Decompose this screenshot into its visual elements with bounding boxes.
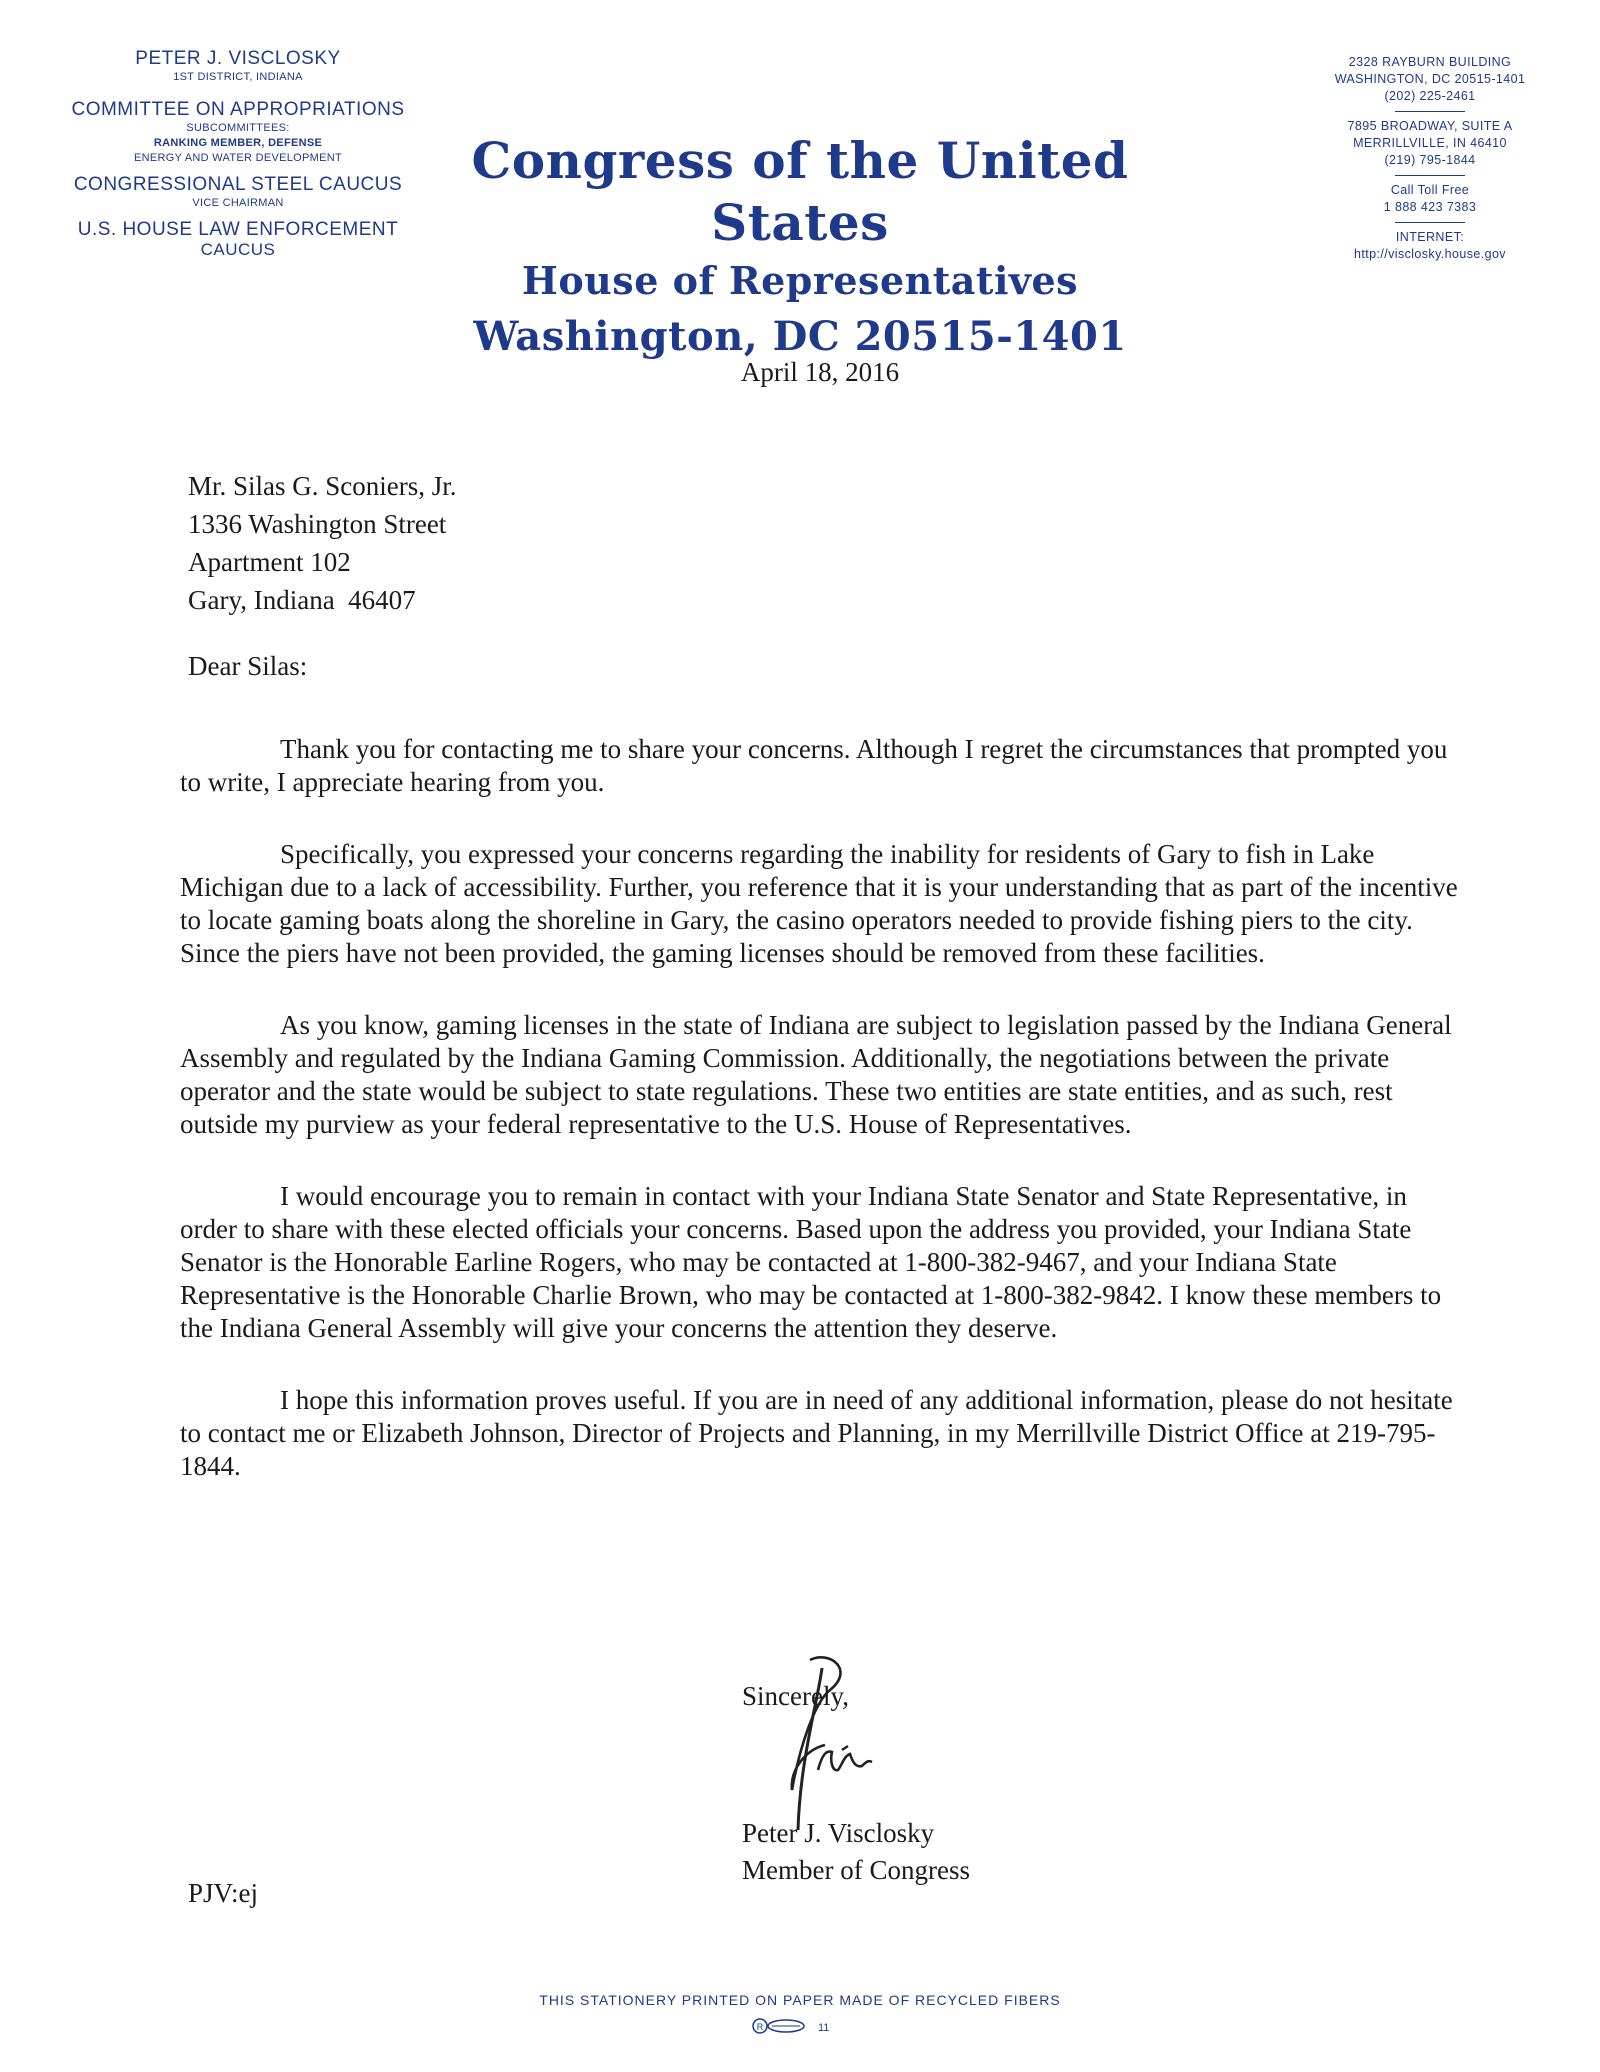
district-street: 7895 BROADWAY, SUITE A — [1347, 119, 1513, 133]
closing: Sincerely, — [742, 1681, 849, 1711]
steel-caucus: CONGRESSIONAL STEEL CAUCUS — [73, 174, 403, 195]
district-phone: (219) 795-1844 — [1384, 153, 1476, 167]
title-washington: Washington, DC 20515-1401 — [473, 313, 1127, 360]
district-city: MERRILLVILLE, IN 46410 — [1353, 136, 1507, 150]
divider — [1395, 111, 1465, 112]
recipient-line: 1336 Washington Street — [188, 509, 447, 539]
paragraph: I hope this information proves useful. If you are in need of any additional information, please do not hesitate to contact me or Elizabeth Johnson, Director of Projects and Planning, in my Merrillville District Office at 219-795-1844. — [180, 1385, 1453, 1481]
paragraph: I would encourage you to remain in contact with your Indiana State Senator and State Representative, in order to share with these elected officials your concerns. Based upon the address you provided, your Indiana State Senator is the Honorable Earline Rogers, who may be contacted at 1-800-382-9467, and your Indiana State Representative is the Honorable Charlie Brown, who may be contacted at 1-800-382-9842. I know these members to the Indiana General Assembly will give your concerns the attention they deserve. — [180, 1181, 1442, 1343]
recycled-paper-notice: THIS STATIONERY PRINTED ON PAPER MADE OF RECYCLED FIBERS — [539, 1992, 1061, 2008]
member-district: 1ST DISTRICT, INDIANA — [173, 71, 303, 83]
recipient-line: Gary, Indiana 46407 — [188, 585, 416, 615]
union-bug-icon — [752, 2016, 832, 2036]
dc-city: WASHINGTON, DC 20515-1401 — [1334, 72, 1526, 86]
dc-phone: (202) 225-2461 — [1384, 89, 1476, 103]
vice-chairman: VICE CHAIRMAN — [192, 197, 284, 209]
energy-subcommittee: ENERGY AND WATER DEVELOPMENT — [133, 152, 343, 164]
recipient-line: Mr. Silas G. Sconiers, Jr. — [188, 471, 457, 501]
divider — [1395, 222, 1465, 223]
paragraph: Specifically, you expressed your concerns regarding the inability for residents of Gary to fish in Lake Michigan due to a lack of accessibility. Further, you reference that it is your understanding that as part of the incentive to locate gaming boats along the shoreline in Gary, the casino operators needed to provide fishing piers to the city. Since the piers have not been provided, the gaming licenses should be removed from these facilities. — [180, 839, 1458, 968]
internet-url: http://visclosky.house.gov — [1354, 247, 1506, 261]
ranking-member: RANKING MEMBER, DEFENSE — [153, 137, 323, 149]
title-house: House of Representatives — [521, 258, 1079, 303]
letterhead-right — [1300, 54, 1560, 263]
dc-building: 2328 RAYBURN BUILDING — [1348, 55, 1512, 69]
recipient-line: Apartment 102 — [188, 547, 351, 577]
toll-free-label: Call Toll Free — [1390, 183, 1470, 197]
reference-initials: PJV:ej — [188, 1878, 259, 1908]
committee-name: COMMITTEE ON APPROPRIATIONS — [71, 99, 405, 120]
paragraph: Thank you for contacting me to share your concerns. Although I regret the circumstances that prompted you to write, I appreciate hearing from you. — [180, 734, 1448, 797]
closing-block — [742, 1678, 970, 1889]
toll-free-number: 1 888 423 7383 — [1383, 200, 1477, 214]
signer-title: Member of Congress — [742, 1855, 970, 1885]
title-congress: Congress of the United States — [471, 131, 1129, 252]
subcommittees-label: SUBCOMMITTEES: — [186, 122, 290, 134]
letter-date: April 18, 2016 — [740, 357, 900, 387]
letterhead-title — [400, 130, 1200, 366]
law-enforcement-caucus-1: U.S. HOUSE LAW ENFORCEMENT — [77, 219, 399, 240]
recipient-address — [188, 467, 457, 619]
salutation: Dear Silas: — [188, 651, 308, 681]
divider — [1395, 175, 1465, 176]
letter-body — [180, 733, 1460, 1522]
svg-text:R: R — [756, 2022, 764, 2032]
member-name: PETER J. VISCLOSKY — [135, 48, 341, 69]
union-bug-number: 11 — [818, 2022, 830, 2034]
paragraph: As you know, gaming licenses in the state of Indiana are subject to legislation passed by the Indiana General Assembly and regulated by the Indiana Gaming Commission. Additionally, the negotiations between the private operator and the state would be subject to state regulations. These two entities are state entities, and as such, rest outside my purview as your federal representative to the U.S. House of Representatives. — [180, 1010, 1452, 1139]
internet-label: INTERNET: — [1395, 230, 1465, 244]
letterhead-left — [58, 48, 418, 259]
signer-name: Peter J. Visclosky — [742, 1818, 935, 1848]
law-enforcement-caucus-2: CAUCUS — [200, 240, 276, 259]
